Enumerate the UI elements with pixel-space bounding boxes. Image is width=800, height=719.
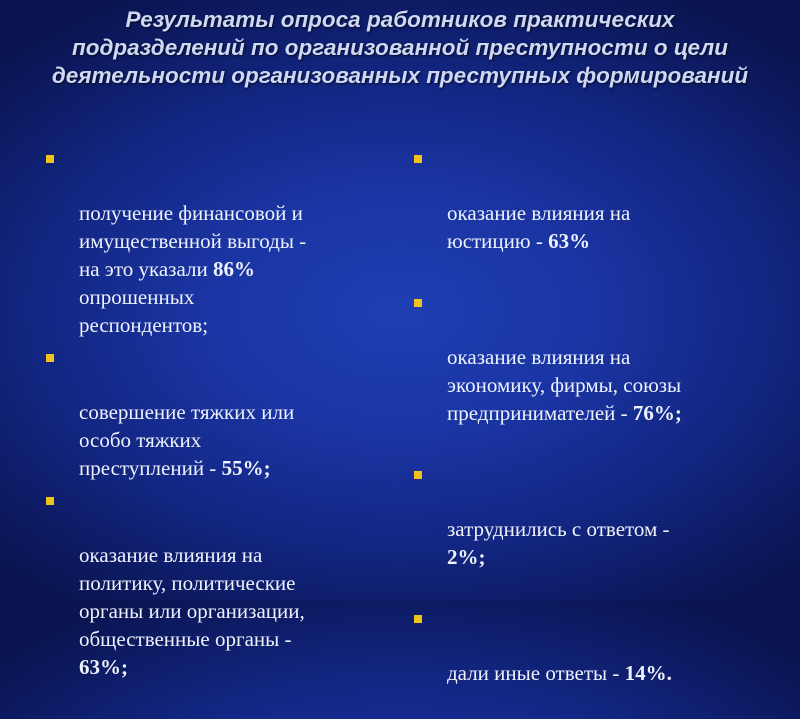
percent-value: 2%; <box>447 545 486 569</box>
percent-value: 63% <box>548 229 591 253</box>
square-bullet-icon <box>46 497 54 505</box>
item-text: оказание влияния на юстицию - 63% <box>447 201 631 253</box>
percent-value: 76%; <box>632 401 682 425</box>
list-item <box>44 342 380 482</box>
percent-value: 14%. <box>624 661 672 685</box>
list-item <box>412 143 764 255</box>
item-text: получение финансовой и имущественной выгоды - на это указали 86% опрошенных респондентов; <box>79 201 307 337</box>
item-text: оказание влияния на политику, политические органы или организации, общественные органы - 63%; <box>79 543 305 679</box>
left-column <box>44 143 380 684</box>
list-item <box>412 287 764 427</box>
item-text: затруднились с ответом - 2%; <box>447 517 670 569</box>
square-bullet-icon <box>46 354 54 362</box>
square-bullet-icon <box>414 299 422 307</box>
percent-value: 55%; <box>221 456 271 480</box>
list-item <box>412 459 764 571</box>
list-item <box>44 143 380 339</box>
right-column <box>412 143 764 719</box>
item-text: совершение тяжких или особо тяжких преступлений - 55%; <box>79 400 295 480</box>
square-bullet-icon <box>414 471 422 479</box>
square-bullet-icon <box>414 155 422 163</box>
square-bullet-icon <box>414 615 422 623</box>
square-bullet-icon <box>46 155 54 163</box>
percent-value: 63%; <box>79 655 128 679</box>
item-text: дали иные ответы - 14%. <box>447 661 672 685</box>
item-text: оказание влияния на экономику, фирмы, союзы предпринимателей - 76%; <box>447 345 682 425</box>
list-item <box>412 603 764 687</box>
percent-value: 86% <box>212 257 255 281</box>
slide-title: Результаты опроса работников практических подразделений по организованной преступности о цели деятельности организованных преступных формирований <box>51 7 749 88</box>
list-item <box>44 485 380 681</box>
